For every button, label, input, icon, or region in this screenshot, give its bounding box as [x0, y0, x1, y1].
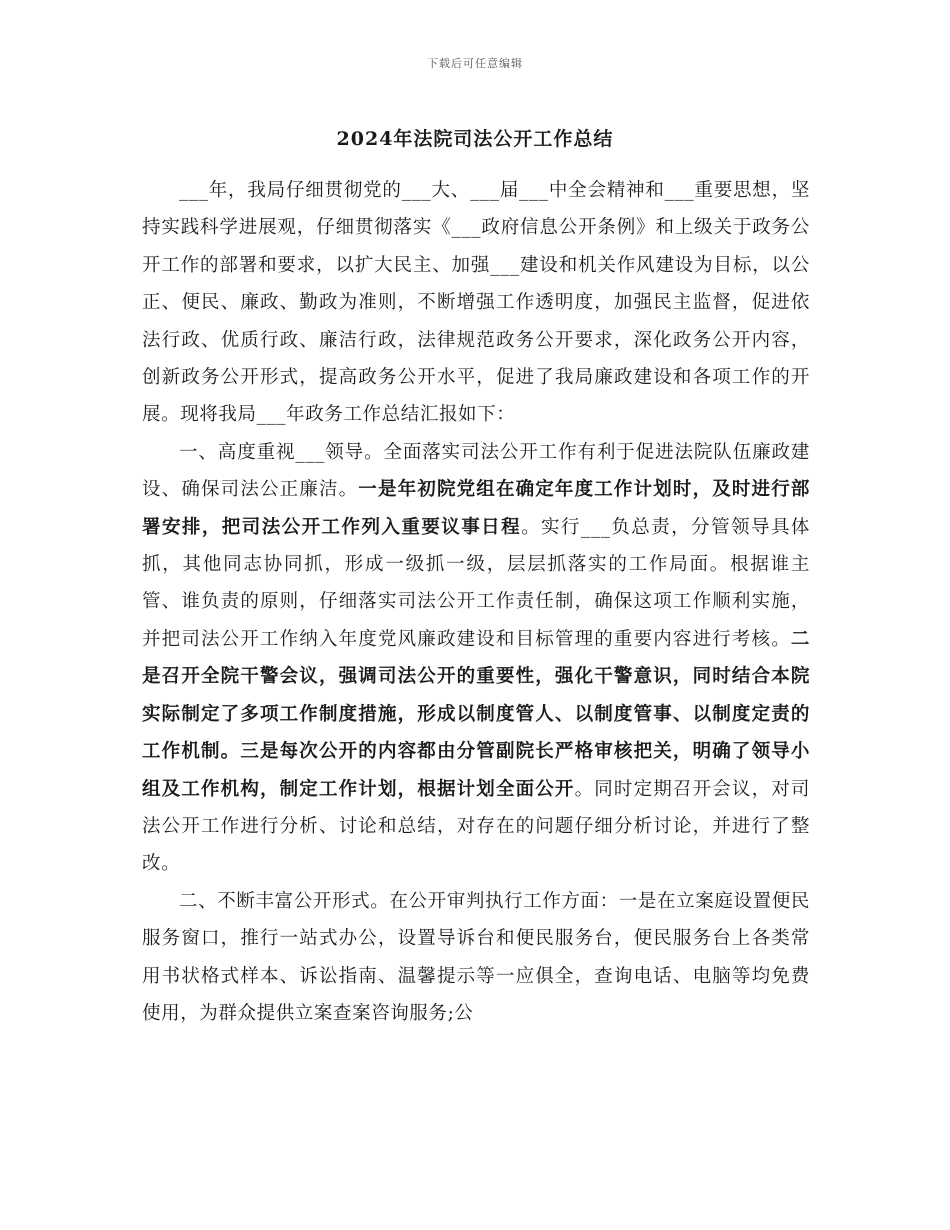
paragraph-text: 。实行___负总责，分管领导具体抓，其他同志协同抓，形成一级抓一级，层层抓落实的工作局面。根据谁主管、谁负责的原则，仔细落实司法公开工作责任制，确保这项工作顺利实施，并把司法公开工作纳入年度党风廉政建设和目标管理的重要内容进行考核。 — [142, 516, 810, 650]
paragraph-section-1 — [142, 434, 810, 883]
emphasis-text: 一是年初院党组在确定年度工作计划时，及时进行部署安排，把司法公开工作列入重要议事日程 — [142, 479, 810, 538]
paragraph-section-2 — [142, 883, 810, 1033]
emphasis-text: 二是召开全院干警会议，强调司法公开的重要性，强化干警意识，同时结合本院实际制定了多项工作制度措施，形成以制度管人、以制度管事、以制度定责的工作机制。三是每次公开的内容都由分管副院长严格审核把关，明确了领导小组及工作机构，制定工作计划，根据计划全面公开 — [142, 628, 810, 800]
paragraph-text: 二、不断丰富公开形式。在公开审判执行工作方面：一是在立案庭设置便民服务窗口，推行一站式办公，设置导诉台和便民服务台，便民服务台上各类常用书状格式样本、诉讼指南、温馨提示等一应俱全，查询电话、电脑等均免费使用，为群众提供立案查案咨询服务;公 — [142, 890, 810, 1024]
paragraph-intro — [142, 172, 810, 434]
paragraph-text: ___年，我局仔细贯彻党的___大、___届___中全会精神和___重要思想，坚持实践科学进展观，仔细贯彻落实《___政府信息公开条例》和上级关于政务公开工作的部署和要求，以扩大民主、加强___建设和机关作风建设为目标，以公正、便民、廉政、勤政为准则，不断增强工作透明度，加强民主监督，促进依法行政、优质行政、廉洁行政，法律规范政务公开要求，深化政务公开内容，创新政务公开形式，提高政务公开水平，促进了我局廉政建设和各项工作的开展。现将我局___年政务工作总结汇报如下： — [142, 180, 810, 426]
document-title: 2024年法院司法公开工作总结 — [336, 128, 614, 150]
paragraph-text: 。同时定期召开会议，对司法公开工作进行分析、讨论和总结，对存在的问题仔细分析讨论，并进行了整改。 — [142, 778, 811, 875]
paragraph-text: 一、高度重视___领导。全面落实司法公开工作有利于促进法院队伍廉政建设、确保司法公正廉洁。 — [142, 441, 810, 501]
document-body — [142, 172, 810, 1032]
header-note: 下载后可任意编辑 — [427, 57, 523, 70]
